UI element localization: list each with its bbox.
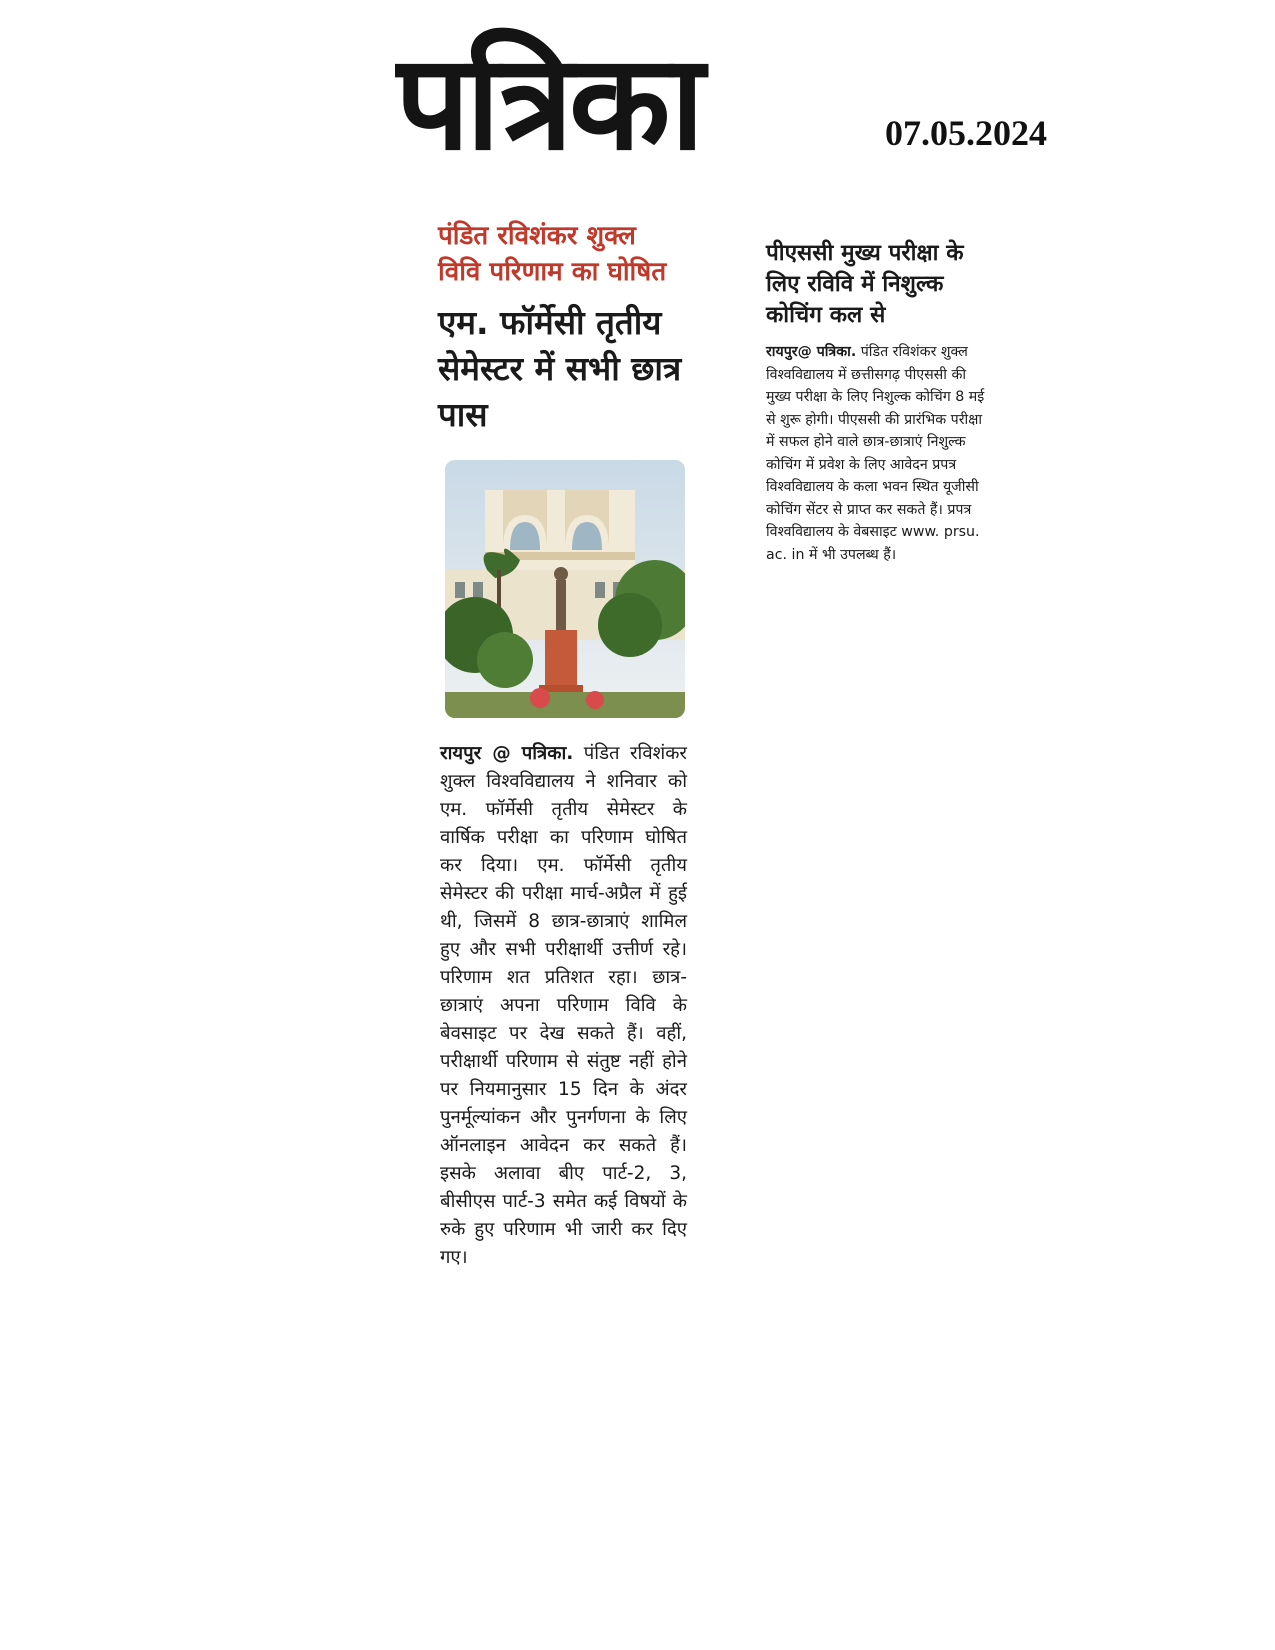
article-body — [440, 740, 687, 1272]
article-dateline: रायपुर @ पत्रिका. — [440, 743, 574, 764]
article-headline: एम. फॉर्मेसी तृतीय सेमेस्टर में सभी छात्र पास — [438, 303, 682, 434]
kicker-line-2: विवि परिणाम का घोषित — [438, 257, 667, 287]
university-building-photo — [445, 460, 685, 718]
article-results — [438, 218, 700, 438]
article-kicker — [438, 218, 700, 290]
newspaper-masthead: पत्रिका — [395, 25, 701, 180]
article2-headline: पीएससी मुख्य परीक्षा के लिए रविवि में निशुल्क कोचिंग कल से — [766, 240, 964, 328]
article2-body-text: पंडित रविशंकर शुक्ल विश्वविद्यालय में छत्तीसगढ़ पीएससी की मुख्य परीक्षा के लिए निशुल्क कोचिंग 8 मई से शुरू होगी। पीएससी की प्रारंभिक परीक्षा में सफल होने वाले छात्र-छात्राएं निशुल्क कोचिंग में प्रवेश के लिए आवेदन प्रपत्र विश्वविद्यालय के कला भवन स्थित यूजीसी कोचिंग सेंटर से प्राप्त कर सकते हैं। प्रपत्र विश्वविद्यालय के वेबसाइट www. prsu. ac. in में भी उपलब्ध हैं। — [766, 344, 985, 563]
article-coaching — [766, 238, 991, 566]
article-body-text: पंडित रविशंकर शुक्ल विश्वविद्यालय ने शनिवार को एम. फॉर्मेसी तृतीय सेमेस्टर के वार्षिक परीक्षा का परिणाम घोषित कर दिया। एम. फॉर्मेसी तृतीय सेमेस्टर की परीक्षा मार्च-अप्रैल में हुई थी, जिसमें 8 छात्र-छात्राएं शामिल हुए और सभी परीक्षार्थी उत्तीर्ण रहे। परिणाम शत प्रतिशत रहा। छात्र-छात्राएं अपना परिणाम विवि के बेवसाइट पर देख सकते हैं। वहीं, परीक्षार्थी परिणाम से संतुष्ट नहीं होने पर नियमानुसार 15 दिन के अंदर पुनर्मूल्यांकन और पुनर्गणना के लिए ऑनलाइन आवेदन कर सकते हैं।इसके अलावा बीए पार्ट-2, 3, बीसीएस पार्ट-3 समेत कई विषयों के रुके हुए परिणाम भी जारी कर दिए गए। — [440, 743, 687, 1268]
publication-date: 07.05.2024 — [885, 113, 1047, 153]
article2-dateline: रायपुर@ पत्रिका. — [766, 344, 857, 360]
kicker-line-1: पंडित रविशंकर शुक्ल — [438, 221, 636, 251]
photo-illustration — [445, 460, 685, 718]
article2-body — [766, 341, 991, 566]
